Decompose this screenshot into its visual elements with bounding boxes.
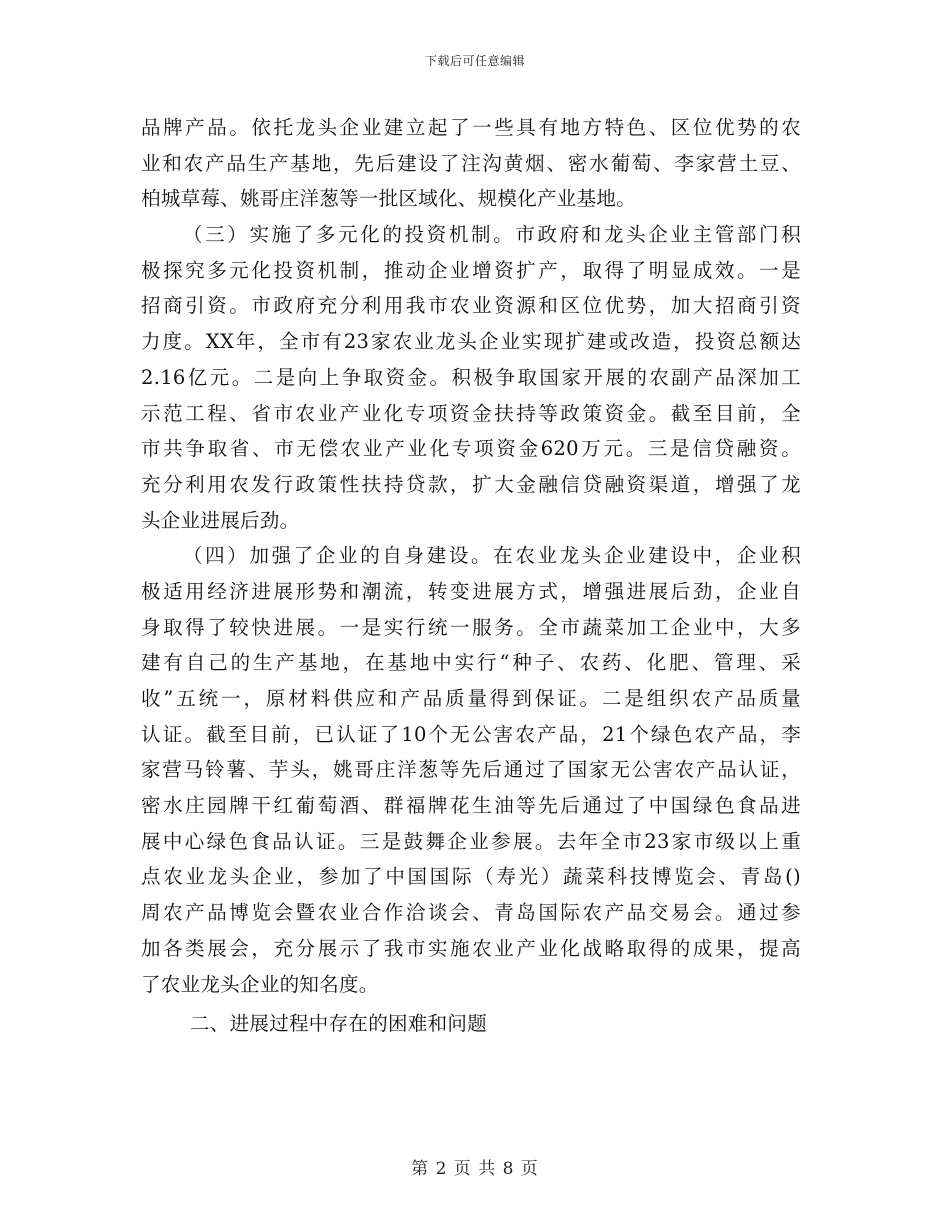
text-line: 品牌产品。依托龙头企业建立起了一些具有地方特色、区位优势的农	[141, 116, 801, 139]
text-line: 招商引资。市政府充分利用我市农业资源和区位优势，加大招商引资	[141, 294, 801, 318]
text-line: 密水庄园牌干红葡萄酒、群福牌花生油等先后通过了中国绿色食品进	[141, 794, 801, 818]
text-line: 周农产品博览会暨农业合作洽谈会、青岛国际农产品交易会。通过参	[141, 901, 801, 925]
text-line: 点农业龙头企业，参加了中国国际（寿光）蔬菜科技博览会、青岛()	[141, 865, 801, 889]
text-line: 认证。截至目前，已认证了10个无公害农产品，21个绿色农产品，李	[141, 722, 801, 746]
text-line: 极适用经济进展形势和潮流，转变进展方式，增强进展后劲，企业自	[141, 579, 801, 603]
text-line: 示范工程、省市农业产业化专项资金扶持等政策资金。截至目前，全	[141, 401, 801, 425]
text-line: 极探究多元化投资机制，推动企业增资扩产，取得了明显成效。一是	[141, 258, 801, 282]
text-line: 头企业进展后劲。	[141, 508, 300, 532]
document-body	[141, 110, 801, 1002]
text-line: 家营马铃薯、芋头，姚哥庄洋葱等先后通过了国家无公害农产品认证，	[141, 758, 801, 782]
text-line: 力度。XX年，全市有23家农业龙头企业实现扩建或改造，投资总额达	[141, 330, 801, 354]
text-line: 加各类展会，充分展示了我市实施农业产业化战略取得的成果，提高	[141, 936, 801, 960]
text-line: （三）实施了多元化的投资机制。市政府和龙头企业主管部门积	[183, 223, 801, 247]
section-heading: 二、进展过程中存在的困难和问题	[190, 1012, 488, 1035]
paragraph-investment-mechanism	[141, 217, 801, 538]
text-line: 市共争取省、市无偿农业产业化专项资金620万元。三是信贷融资。	[141, 437, 801, 461]
text-line: 收”五统一，原材料供应和产品质量得到保证。二是组织农产品质量	[141, 687, 801, 710]
paragraph-enterprise-construction	[141, 538, 801, 1002]
text-line: 建有自己的生产基地，在基地中实行“种子、农药、化肥、管理、采	[141, 651, 801, 675]
text-line: 了农业龙头企业的知名度。	[141, 972, 379, 996]
page-header-note: 下载后可任意编辑	[424, 54, 525, 68]
text-line: 柏城草莓、姚哥庄洋葱等一批区域化、规模化产业基地。	[141, 187, 637, 211]
text-line: 身取得了较快进展。一是实行统一服务。全市蔬菜加工企业中，大多	[141, 615, 801, 639]
text-line: （四）加强了企业的自身建设。在农业龙头企业建设中，企业积	[183, 544, 801, 568]
text-line: 2.16亿元。二是向上争取资金。积极争取国家开展的农副产品深加工	[141, 365, 801, 389]
text-line: 充分利用农发行政策性扶持贷款，扩大金融信贷融资渠道，增强了龙	[141, 472, 801, 496]
page-number: 第 2 页 共 8 页	[411, 1159, 539, 1179]
paragraph-brand-products	[141, 110, 801, 217]
text-line: 展中心绿色食品认证。三是鼓舞企业参展。去年全市23家市级以上重	[141, 829, 801, 853]
text-line: 业和农产品生产基地，先后建设了注沟黄烟、密水葡萄、李家营土豆、	[141, 151, 801, 175]
